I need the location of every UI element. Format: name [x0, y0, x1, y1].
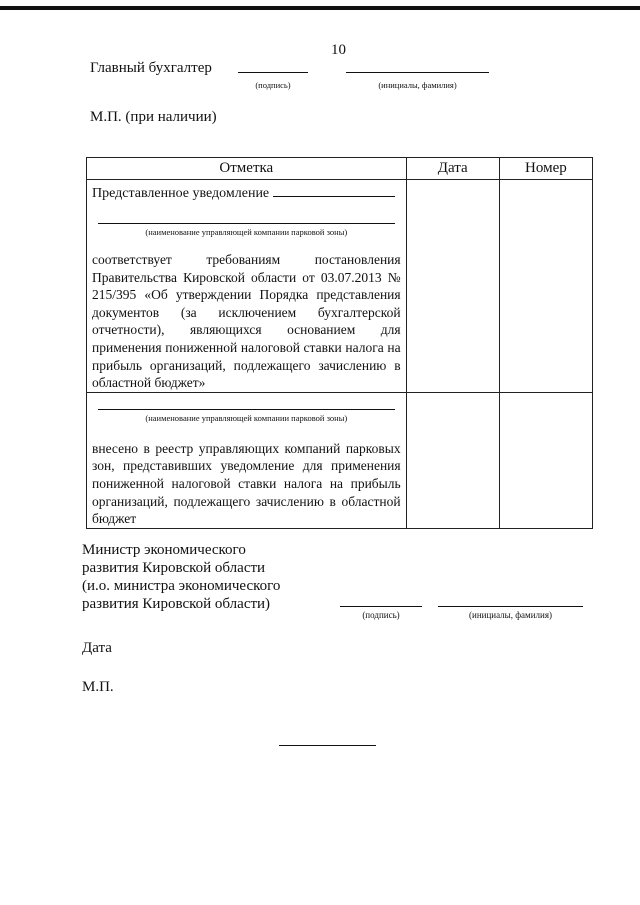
row1-name-caption: (наименование управляющей компании парковой зоны): [145, 227, 348, 237]
row1-mark-cell: [87, 180, 407, 393]
minister-signature-caption: (подпись): [362, 610, 400, 620]
stamp-place-top: М.П. (при наличии): [90, 109, 217, 125]
page-number: 10: [331, 42, 346, 58]
accountant-label: Главный бухгалтер: [90, 60, 212, 76]
minister-signature-line: [340, 606, 422, 607]
register-table: [86, 157, 593, 529]
minister-line-2: развития Кировской области: [82, 560, 266, 576]
header-number: Номер: [499, 158, 592, 180]
end-of-document-rule: [279, 745, 376, 746]
minister-name-line: [438, 606, 583, 607]
minister-line-1: Министр экономического: [82, 542, 246, 558]
accountant-name-line: [346, 72, 489, 73]
header-date: Дата: [406, 158, 499, 180]
header-mark: Отметка: [87, 158, 407, 180]
row2-date-cell: [406, 392, 499, 528]
accountant-signature-caption: (подпись): [255, 80, 291, 90]
row1-lead: Представленное уведомление: [92, 186, 270, 201]
top-border-rule: [0, 6, 640, 10]
accountant-name-caption: (инициалы, фамилия): [378, 80, 457, 90]
row1-number-cell: [499, 180, 592, 393]
row2-name-line: [98, 409, 395, 410]
accountant-signature-line: [238, 72, 308, 73]
row1-name-line: [98, 223, 395, 224]
row1-fill-line: [273, 182, 395, 197]
date-label: Дата: [82, 640, 112, 656]
minister-name-caption: (инициалы, фамилия): [469, 610, 552, 620]
minister-line-3: (и.о. министра экономического: [82, 578, 281, 594]
minister-line-4: развития Кировской области): [82, 596, 271, 612]
table-row: [87, 392, 593, 528]
row1-lead-line: [92, 182, 401, 203]
row1-text: соответствует требованиям постановления Правительства Кировской области от 03.07.2013 № 215/395 «Об утверждении Порядка представления документов (за исключением бухгалтерской отчетности), являющихся основанием для применения пониженной налоговой ставки налога на прибыль организаций, подлежащего зачислению в областной бюджет»: [92, 252, 401, 391]
row2-text: внесено в реестр управляющих компаний парковых зон, представивших уведомление для применения пониженной налоговой ставки налога на прибыль организаций, подлежащего зачислению в областной бюджет: [92, 440, 401, 527]
row2-number-cell: [499, 392, 592, 528]
stamp-place-bottom: М.П.: [82, 679, 114, 695]
row1-date-cell: [406, 180, 499, 393]
table-header-row: [87, 158, 593, 180]
row2-mark-cell: [87, 392, 407, 528]
row2-name-caption: (наименование управляющей компании парковой зоны): [145, 412, 348, 423]
table-row: [87, 180, 593, 393]
